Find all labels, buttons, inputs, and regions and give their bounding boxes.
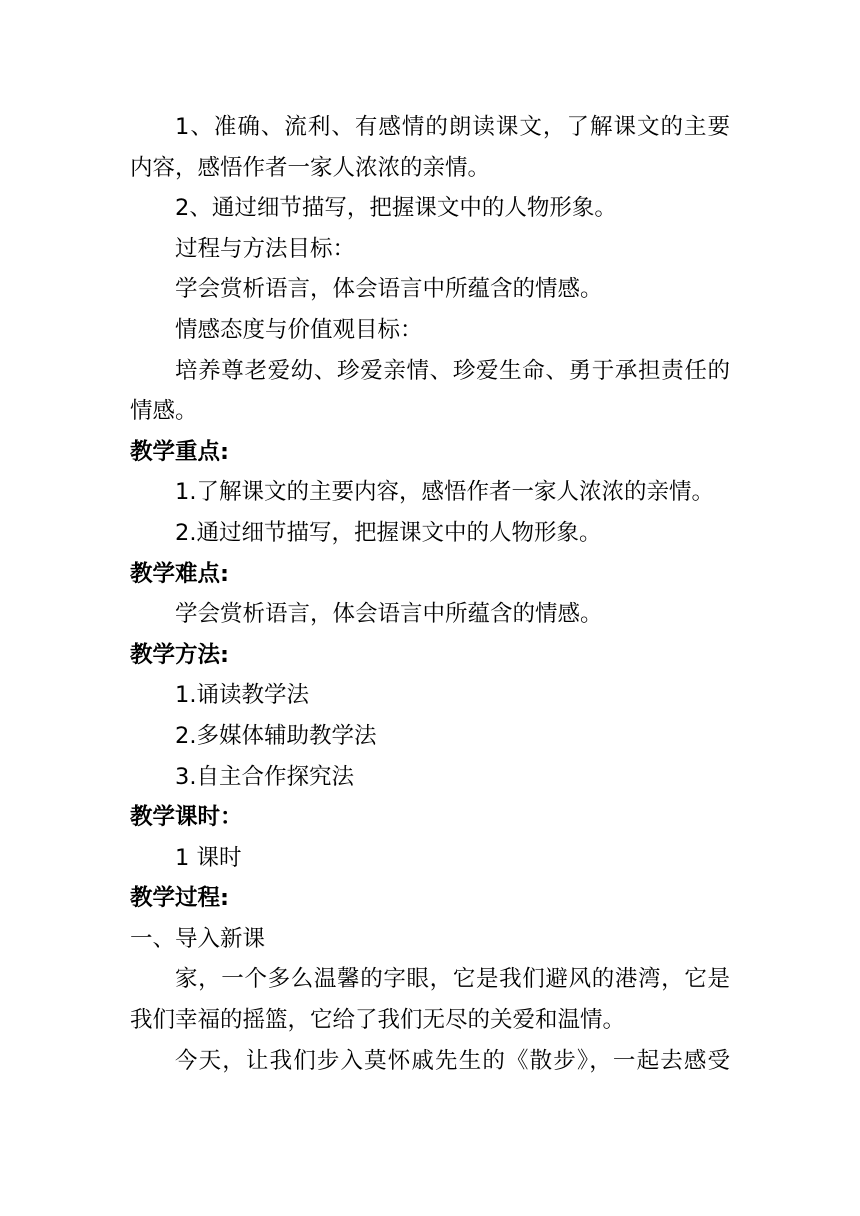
section-1-heading: 一、导入新课 [130, 925, 266, 952]
intro-paragraph-1-line-2: 我们幸福的摇篮，它给了我们无尽的关爱和温情。 [130, 1007, 626, 1034]
difficulty-text: 学会赏析语言，体会语言中所蕴含的情感。 [175, 601, 603, 628]
process-heading: 教学过程: [130, 885, 229, 912]
method-1: 1.诵读教学法 [175, 682, 309, 709]
process-method-heading: 过程与方法目标： [175, 235, 356, 262]
class-hours-heading: 教学课时： [130, 804, 243, 831]
methods-heading: 教学方法: [130, 641, 229, 668]
objective-2: 2、通过细节描写，把握课文中的人物形象。 [175, 195, 617, 222]
intro-paragraph-2-line-1: 今天，让我们步入莫怀戚先生的《散步》，一起去感受 [175, 1047, 730, 1074]
emotion-value-text-line-2: 情感。 [130, 398, 198, 425]
difficulty-heading: 教学难点: [130, 560, 229, 587]
method-2: 2.多媒体辅助教学法 [175, 722, 377, 749]
objective-1-line-1: 1、准确、流利、有感情的朗读课文，了解课文的主要 [175, 114, 730, 140]
emotion-value-heading: 情感态度与价值观目标： [175, 316, 423, 343]
objective-1-line-2: 内容，感悟作者一家人浓浓的亲情。 [130, 154, 491, 181]
emotion-value-text-line-1: 培养尊老爱幼、珍爱亲情、珍爱生命、勇于承担责任的 [175, 357, 730, 384]
intro-paragraph-1-line-1: 家，一个多么温馨的字眼，它是我们避风的港湾，它是 [175, 966, 730, 993]
key-point-1: 1.了解课文的主要内容，感悟作者一家人浓浓的亲情。 [175, 479, 714, 506]
document-body [130, 107, 730, 1081]
key-points-heading: 教学重点: [130, 438, 229, 465]
class-hours-text: 1 课时 [175, 844, 242, 871]
method-3: 3.自主合作探究法 [175, 763, 354, 790]
key-point-2: 2.通过细节描写，把握课文中的人物形象。 [175, 519, 602, 546]
process-method-text: 学会赏析语言，体会语言中所蕴含的情感。 [175, 276, 603, 303]
